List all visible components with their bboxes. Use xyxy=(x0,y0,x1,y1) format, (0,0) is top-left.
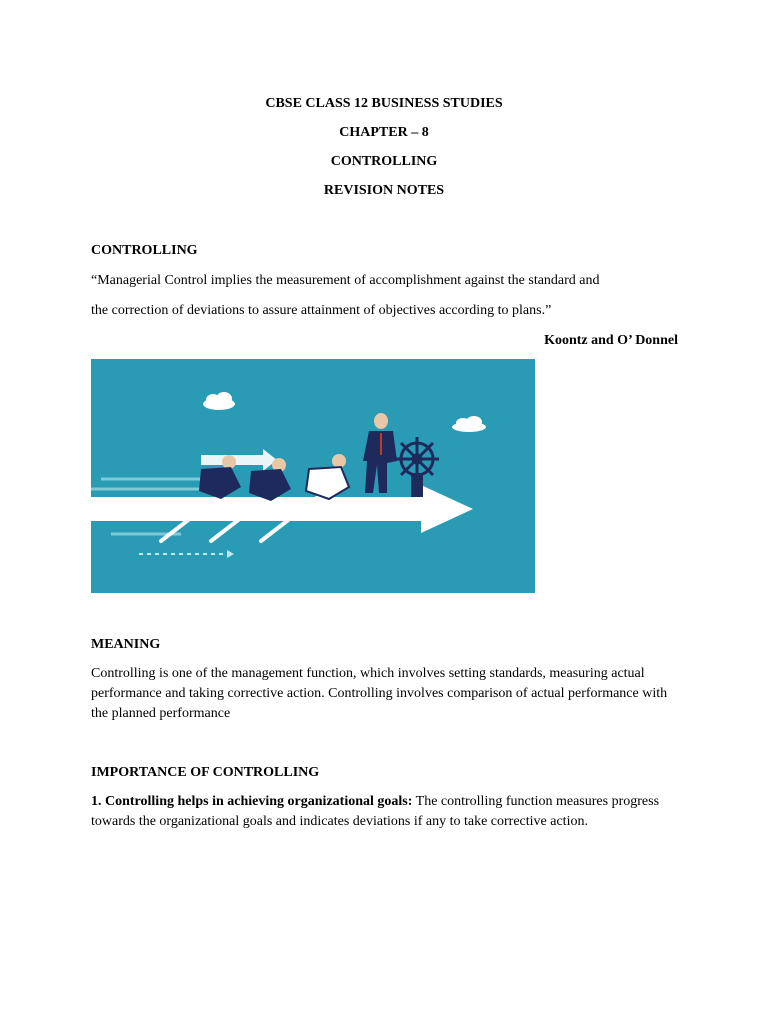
cloud-icon xyxy=(203,392,486,432)
meaning-section-title: MEANING xyxy=(91,637,161,652)
small-arrow xyxy=(201,449,277,471)
importance-point-1-text: The controlling function measures progress towards the organizational goals and indicates deviations if any to take corrective action. xyxy=(91,794,660,829)
importance-point-1 xyxy=(91,792,661,832)
importance-section-title: IMPORTANCE OF CONTROLLING xyxy=(91,765,320,780)
revision-notes-title: REVISION NOTES xyxy=(323,183,445,198)
definition-quote-line-1: “Managerial Control implies the measurement of accomplishment against the standard and xyxy=(91,273,600,288)
dotted-arrow xyxy=(139,550,234,558)
rowing-team-illustration xyxy=(91,359,535,593)
chapter-title: CONTROLLING xyxy=(330,154,438,169)
wheel-stand xyxy=(411,473,423,497)
importance-point-1-label: 1. Controlling helps in achieving organizational goals: xyxy=(91,794,413,809)
controlling-section-title: CONTROLLING xyxy=(91,243,198,258)
quote-author: Koontz and O’ Donnel xyxy=(544,333,678,348)
document-title: CBSE CLASS 12 BUSINESS STUDIES xyxy=(265,96,503,111)
captain-figure xyxy=(363,413,397,493)
illustration-graphic xyxy=(91,359,535,593)
meaning-paragraph: Controlling is one of the management function, which involves setting standards, measuring actual performance and taking corrective action. Controlling involves comparison of actual performance with the planned performance xyxy=(91,666,668,721)
definition-quote-line-2: the correction of deviations to assure attainment of objectives according to plans.” xyxy=(91,303,552,318)
chapter-number: CHAPTER – 8 xyxy=(339,125,429,140)
